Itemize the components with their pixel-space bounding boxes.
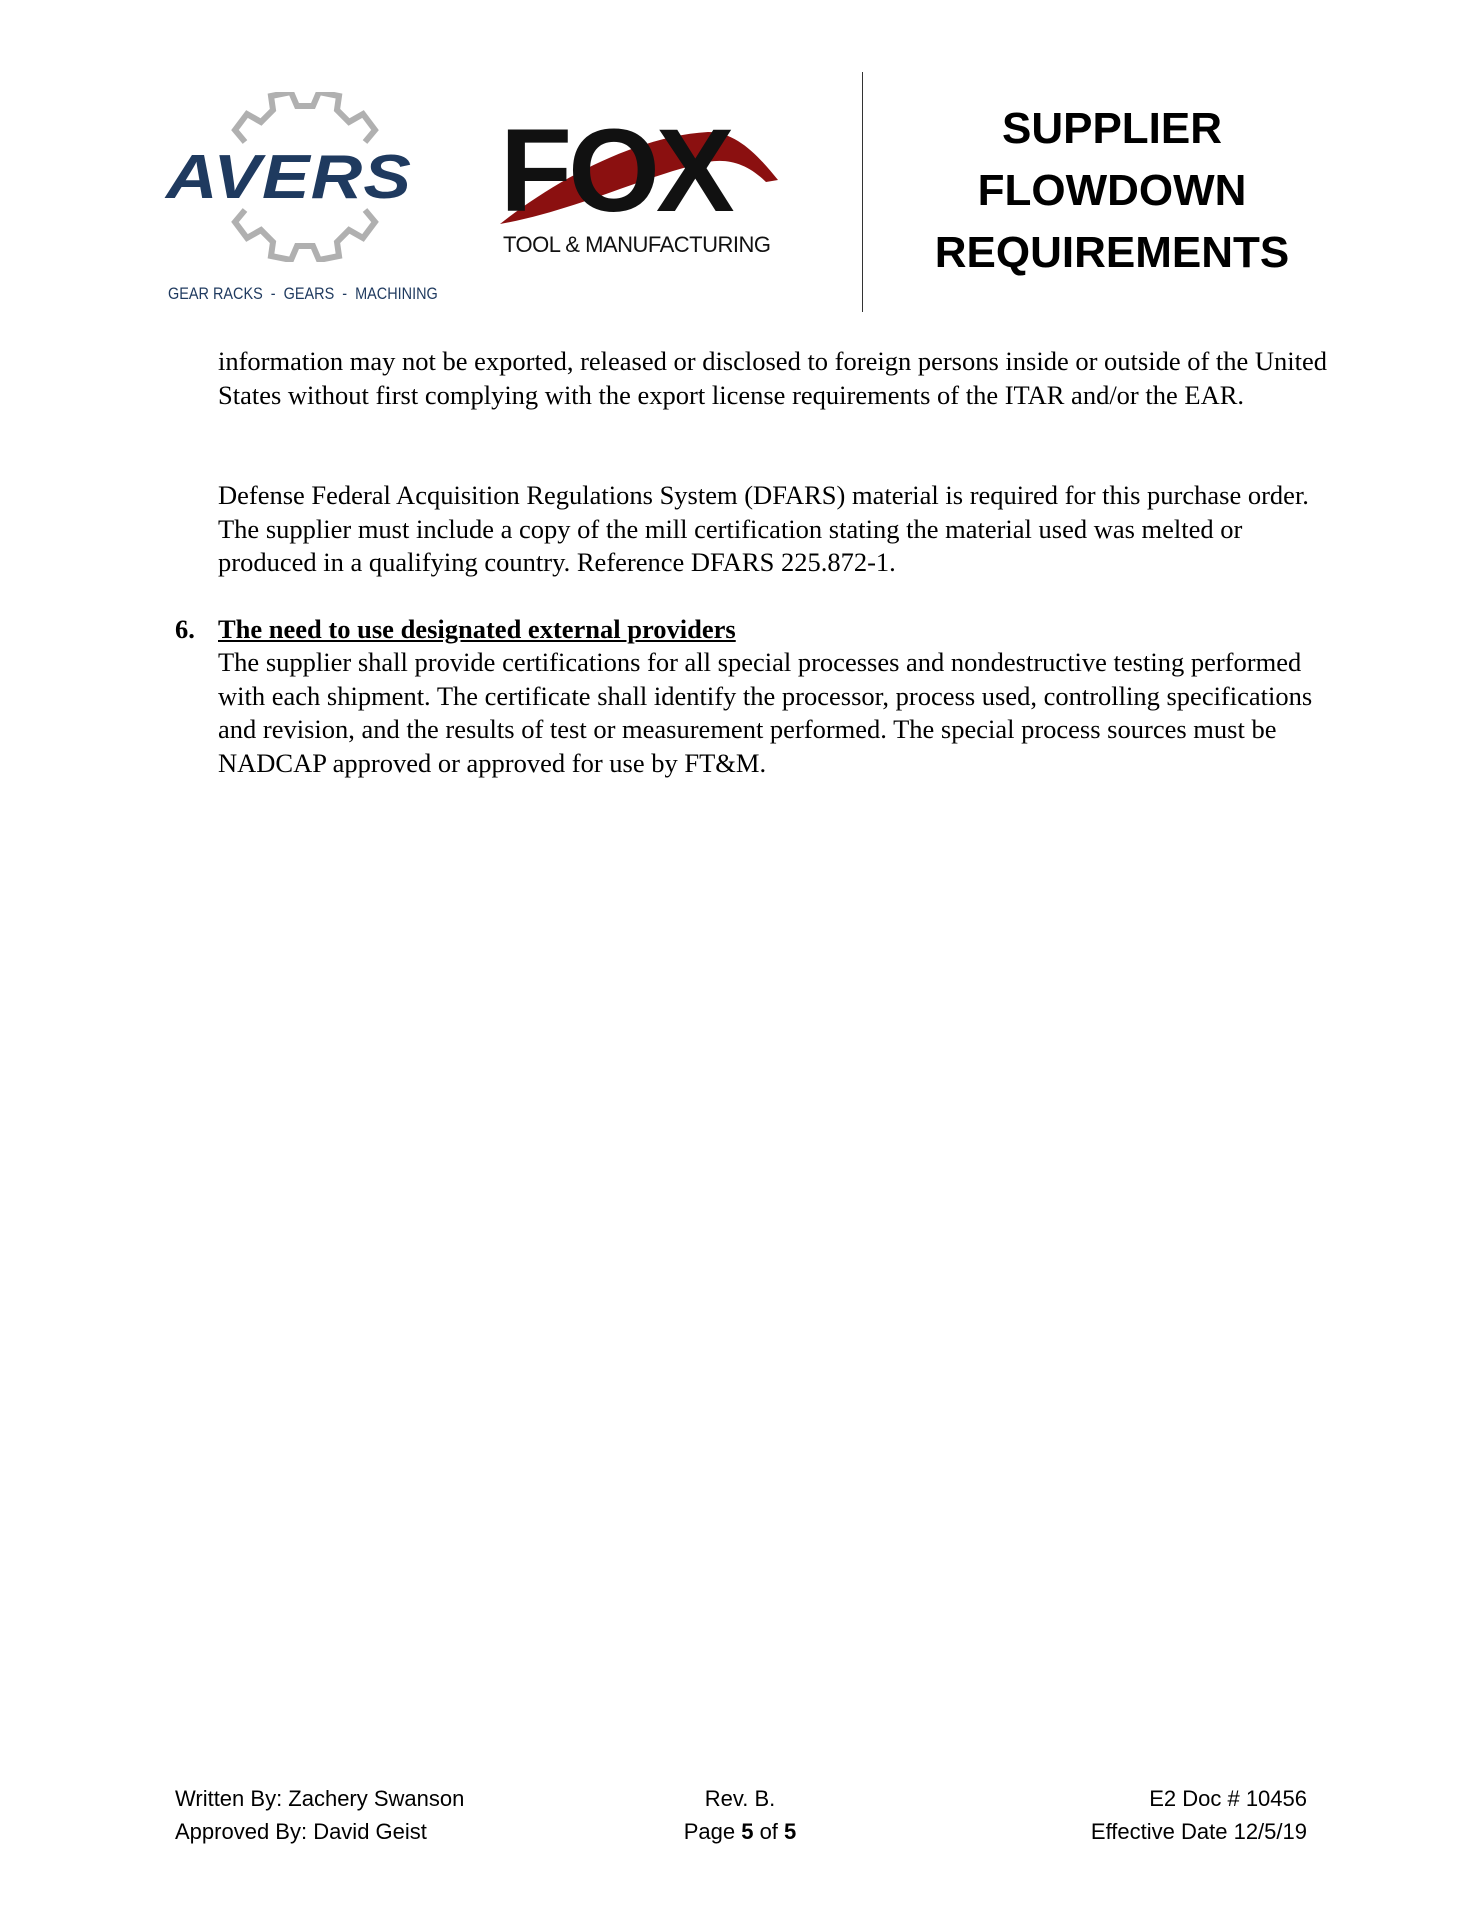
title-line: FLOWDOWN [977, 166, 1247, 215]
page-current: 5 [741, 1819, 754, 1844]
page-of: of [753, 1819, 785, 1844]
title-line: SUPPLIER [1001, 104, 1223, 153]
fox-logo: FOX [500, 105, 731, 237]
avers-logo: AVERS [166, 143, 413, 212]
section-text: The supplier shall provide certifications for all special processes and nondestructive testing performed with each shipment. The certificate shall identify the processor, process used, controlling specifications and revision, and the results of test or measurement performed. The special process sources must be NADCAP approved or approved for use by FT&M. [218, 647, 1313, 778]
approved-by: Approved By: David Geist [175, 1819, 427, 1844]
header-divider [862, 72, 863, 312]
revision: Rev. B. [704, 1786, 776, 1811]
footer-left [175, 1782, 464, 1848]
section-title: The need to use designated external providers [218, 614, 736, 644]
footer-right [1000, 1782, 1307, 1848]
page-total: 5 [784, 1819, 797, 1844]
page-number [590, 1815, 890, 1848]
page-prefix: Page [683, 1819, 742, 1844]
written-by: Written By: Zachery Swanson [175, 1786, 465, 1811]
paragraph-export: information may not be exported, released or disclosed to foreign persons inside or outside of the United States without first complying with the export license requirements of the ITAR and/or the EAR. [218, 346, 1328, 410]
section-number: 6. [175, 614, 195, 644]
doc-number: E2 Doc # 10456 [1149, 1786, 1307, 1811]
section-heading [175, 613, 736, 647]
footer-center [590, 1782, 890, 1848]
title-line: REQUIREMENTS [934, 228, 1290, 277]
paragraph-dfars: Defense Federal Acquisition Regulations System (DFARS) material is required for this purchase order. The supplier must include a copy of the mill certification stating the material used was melted or produced in a qualifying country. Reference DFARS 225.872-1. [218, 480, 1309, 578]
effective-date: Effective Date 12/5/19 [1090, 1819, 1307, 1844]
fox-subtitle: TOOL & MANUFACTURING [503, 232, 771, 257]
document-title [900, 98, 1324, 284]
avers-tagline: GEAR RACKS - GEARS - MACHINING [168, 284, 438, 303]
